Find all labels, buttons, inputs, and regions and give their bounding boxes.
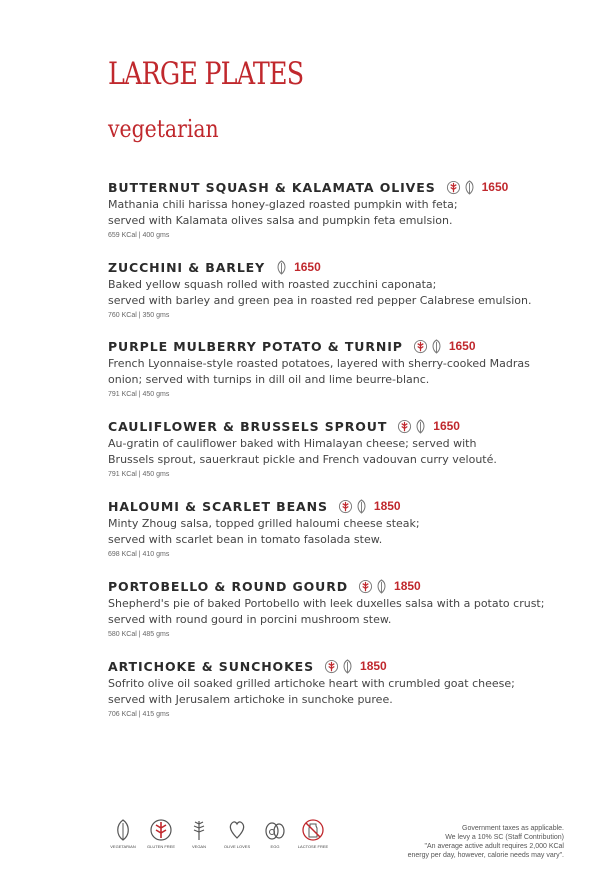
menu-item bbox=[108, 178, 578, 258]
footnote-line: energy per day, however, calorie needs may vary". bbox=[407, 852, 564, 859]
section-subtitle: vegetarian bbox=[108, 115, 219, 143]
item-nutrition: 659 KCal | 400 gms bbox=[108, 232, 170, 239]
legend-item bbox=[104, 818, 142, 849]
legend-item bbox=[294, 818, 332, 849]
vegetarian-icon bbox=[341, 659, 354, 674]
menu-item bbox=[108, 657, 578, 737]
legend-label: VEGAN bbox=[191, 844, 206, 849]
item-price: 1850 bbox=[360, 659, 387, 673]
gluten-free-icon bbox=[413, 339, 428, 354]
item-name: ARTICHOKE & SUNCHOKES bbox=[108, 658, 315, 674]
vegetarian-icon bbox=[430, 339, 443, 354]
page-title: LARGE PLATES bbox=[108, 56, 304, 92]
menu-item bbox=[108, 417, 578, 497]
menu-item bbox=[108, 497, 578, 577]
item-description-line: served with Kalamata olives salsa and pumpkin feta emulsion. bbox=[108, 214, 453, 227]
vegetarian-icon bbox=[112, 818, 134, 842]
item-price: 1650 bbox=[448, 339, 476, 353]
item-nutrition: 698 KCal | 410 gms bbox=[108, 551, 170, 558]
item-description-line: Baked yellow squash rolled with roasted zucchini caponata; bbox=[108, 278, 437, 291]
item-description-line: Sofrito olive oil soaked grilled artichoke heart with crumbled goat cheese; bbox=[108, 677, 515, 690]
item-name: HALOUMI & SCARLET BEANS bbox=[108, 498, 328, 514]
vegetarian-icon bbox=[463, 180, 476, 195]
item-description-line: served with barley and green pea in roasted red pepper Calabrese emulsion. bbox=[108, 294, 532, 307]
item-description-line: served with scarlet bean in tomato fasolada stew. bbox=[108, 533, 383, 546]
item-name: PURPLE MULBERRY POTATO & TURNIP bbox=[108, 338, 403, 354]
footnote bbox=[408, 824, 564, 860]
item-description-line: served with Jerusalem artichoke in sunchoke puree. bbox=[108, 693, 393, 706]
footnote-line: Government taxes as applicable. bbox=[462, 825, 564, 832]
legend-label: OLIVE LOVES bbox=[223, 844, 251, 849]
item-name: ZUCCHINI & BARLEY bbox=[108, 259, 266, 275]
item-name: BUTTERNUT SQUASH & KALAMATA OLIVES bbox=[108, 179, 436, 195]
item-name: PORTOBELLO & ROUND GOURD bbox=[108, 578, 349, 594]
item-description-line: Minty Zhoug salsa, topped grilled haloumi cheese steak; bbox=[108, 517, 420, 530]
legend-item bbox=[218, 818, 256, 849]
item-nutrition: 760 KCal | 350 gms bbox=[108, 312, 170, 319]
vegetarian-icon bbox=[375, 579, 388, 594]
item-name: CAULIFLOWER & BRUSSELS SPROUT bbox=[108, 418, 388, 434]
legend-item bbox=[142, 818, 180, 849]
gluten-free-icon bbox=[446, 180, 461, 195]
item-nutrition: 580 KCal | 485 gms bbox=[108, 631, 170, 638]
item-nutrition: 791 KCal | 450 gms bbox=[108, 471, 170, 478]
legend-item bbox=[256, 818, 294, 849]
menu-items bbox=[108, 178, 578, 737]
gluten-free-icon bbox=[324, 659, 339, 674]
legend-label: LACTOSE FREE bbox=[297, 844, 329, 849]
legend-label: VEGETARIAN bbox=[110, 844, 136, 849]
vegan-icon bbox=[189, 818, 209, 842]
item-nutrition: 706 KCal | 415 gms bbox=[108, 711, 170, 718]
gluten-free-icon bbox=[149, 818, 173, 842]
item-description-line: French Lyonnaise-style roasted potatoes, layered with sherry-cooked Madras bbox=[108, 357, 530, 370]
lactose-free-icon bbox=[301, 818, 325, 842]
dietary-legend bbox=[104, 818, 332, 849]
item-description-line: Mathania chili harissa honey-glazed roasted pumpkin with feta; bbox=[108, 198, 458, 211]
menu-item bbox=[108, 577, 578, 657]
menu-item bbox=[108, 258, 578, 337]
item-description-line: onion; served with turnips in dill oil and lime beurre-blanc. bbox=[108, 373, 430, 386]
legend-label: GLUTEN FREE bbox=[146, 844, 175, 849]
item-price: 1850 bbox=[394, 579, 421, 593]
menu-item bbox=[108, 337, 578, 417]
item-description-line: served with round gourd in porcini mushroom stew. bbox=[108, 613, 392, 626]
vegetarian-icon bbox=[355, 499, 368, 514]
gluten-free-icon bbox=[338, 499, 353, 514]
vegetarian-icon bbox=[414, 419, 427, 434]
legend-label: EGG bbox=[270, 844, 280, 849]
item-description-line: Shepherd's pie of baked Portobello with leek duxelles salsa with a potato crust; bbox=[108, 597, 545, 610]
item-description-line: Brussels sprout, sauerkraut pickle and French vadouvan curry velouté. bbox=[108, 453, 497, 466]
item-price: 1850 bbox=[373, 499, 401, 513]
item-price: 1650 bbox=[294, 260, 321, 274]
footnote-line: "An average active adult requires 2,000 KCal bbox=[424, 843, 564, 850]
gluten-free-icon bbox=[397, 419, 412, 434]
item-price: 1650 bbox=[433, 419, 460, 433]
egg-icon bbox=[263, 818, 287, 842]
item-price: 1650 bbox=[481, 180, 509, 194]
vegetarian-icon bbox=[275, 260, 288, 275]
olive-love-icon bbox=[227, 818, 247, 842]
gluten-free-icon bbox=[358, 579, 373, 594]
footnote-line: We levy a 10% SC (Staff Contribution) bbox=[445, 834, 564, 841]
item-nutrition: 791 KCal | 450 gms bbox=[108, 391, 170, 398]
legend-item bbox=[180, 818, 218, 849]
item-description-line: Au-gratin of cauliflower baked with Himalayan cheese; served with bbox=[108, 437, 477, 450]
